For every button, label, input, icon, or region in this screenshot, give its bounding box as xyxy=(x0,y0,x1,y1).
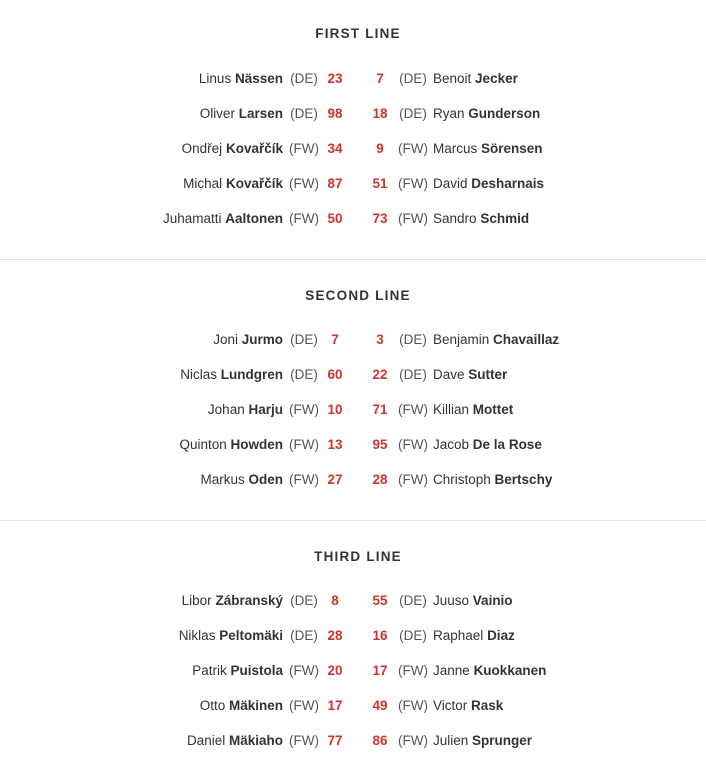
home-player-position: (FW) xyxy=(289,733,319,748)
player-last-name: Larsen xyxy=(238,106,283,121)
away-player-name[interactable] xyxy=(433,427,542,462)
home-player-position: (DE) xyxy=(290,628,318,643)
player-first-name: Benjamin xyxy=(433,332,490,347)
away-player-number: 7 xyxy=(376,71,384,86)
home-player-number: 77 xyxy=(327,733,343,748)
home-player-position: (FW) xyxy=(289,472,319,487)
lineup-row xyxy=(0,462,706,497)
home-player-number: 28 xyxy=(327,628,343,643)
player-first-name: Michal xyxy=(183,176,223,191)
away-player-number: 55 xyxy=(372,593,388,608)
player-first-name: Juhamatti xyxy=(162,211,222,226)
away-player-name[interactable] xyxy=(433,723,532,758)
away-player-position: (DE) xyxy=(399,106,427,121)
player-first-name: Ondřej xyxy=(181,141,223,156)
home-player-name[interactable] xyxy=(200,96,283,131)
home-player-name[interactable] xyxy=(180,357,283,392)
away-player-position: (FW) xyxy=(398,733,428,748)
away-player-position: (DE) xyxy=(399,593,427,608)
lineup-row xyxy=(0,131,706,166)
player-first-name: Jacob xyxy=(433,437,470,452)
away-player-name[interactable] xyxy=(433,392,513,427)
lineup-row xyxy=(0,357,706,392)
home-player-number: 60 xyxy=(327,367,343,382)
home-player-name[interactable] xyxy=(208,392,283,427)
home-player-number: 27 xyxy=(327,472,343,487)
home-player-position: (DE) xyxy=(290,106,318,121)
player-last-name: Gunderson xyxy=(468,106,541,121)
section-title: THIRD LINE xyxy=(314,549,402,564)
player-last-name: Mäkiaho xyxy=(228,733,283,748)
player-last-name: Aaltonen xyxy=(225,211,283,226)
away-player-name[interactable] xyxy=(433,653,546,688)
player-last-name: Oden xyxy=(248,472,283,487)
away-player-position: (FW) xyxy=(398,402,428,417)
player-first-name: Niklas xyxy=(178,628,216,643)
lineup-row xyxy=(0,392,706,427)
away-player-name[interactable] xyxy=(433,96,540,131)
home-player-name[interactable] xyxy=(200,688,283,723)
home-player-number: 8 xyxy=(331,593,339,608)
away-player-number: 73 xyxy=(372,211,388,226)
player-last-name: Jecker xyxy=(475,71,518,86)
player-first-name: Ryan xyxy=(433,106,465,121)
player-last-name: De la Rose xyxy=(472,437,542,452)
away-player-name[interactable] xyxy=(433,688,503,723)
away-player-position: (FW) xyxy=(398,437,428,452)
player-first-name: Christoph xyxy=(433,472,491,487)
player-first-name: Johan xyxy=(207,402,245,417)
lineup-rows xyxy=(0,322,706,497)
home-player-position: (FW) xyxy=(289,437,319,452)
home-player-position: (DE) xyxy=(290,367,318,382)
lineup-row xyxy=(0,688,706,723)
player-last-name: Schmid xyxy=(480,211,530,226)
home-player-position: (DE) xyxy=(290,332,318,347)
player-first-name: Oliver xyxy=(199,106,235,121)
lineup-row xyxy=(0,96,706,131)
player-first-name: Daniel xyxy=(186,733,226,748)
player-first-name: Patrik xyxy=(192,663,227,678)
away-player-position: (DE) xyxy=(399,628,427,643)
player-first-name: David xyxy=(433,176,468,191)
home-player-position: (FW) xyxy=(289,402,319,417)
line-section-third xyxy=(0,521,706,766)
player-first-name: Quinton xyxy=(179,437,227,452)
home-player-name[interactable] xyxy=(163,201,283,236)
player-first-name: Sandro xyxy=(433,211,477,226)
line-section-second xyxy=(0,260,706,520)
player-first-name: Benoit xyxy=(433,71,472,86)
home-player-position: (DE) xyxy=(290,71,318,86)
player-last-name: Vainio xyxy=(472,593,513,608)
home-player-number: 17 xyxy=(327,698,343,713)
away-player-name[interactable] xyxy=(433,583,513,618)
player-last-name: Desharnais xyxy=(471,176,545,191)
away-player-name[interactable] xyxy=(433,201,529,236)
player-first-name: Juuso xyxy=(433,593,470,608)
home-player-position: (FW) xyxy=(289,663,319,678)
player-last-name: Nässen xyxy=(234,71,283,86)
lineup-row xyxy=(0,427,706,462)
away-player-position: (FW) xyxy=(398,698,428,713)
lineup-rows xyxy=(0,61,706,236)
home-player-name[interactable] xyxy=(183,166,283,201)
away-player-position: (DE) xyxy=(399,367,427,382)
home-player-number: 20 xyxy=(327,663,343,678)
player-first-name: Libor xyxy=(181,593,212,608)
player-first-name: Dave xyxy=(433,367,465,382)
player-last-name: Peltomäki xyxy=(219,628,283,643)
home-player-number: 13 xyxy=(327,437,343,452)
home-player-name[interactable] xyxy=(179,427,283,462)
away-player-number: 71 xyxy=(372,402,388,417)
player-last-name: Sörensen xyxy=(481,141,543,156)
away-player-number: 49 xyxy=(372,698,388,713)
home-player-position: (DE) xyxy=(290,593,318,608)
section-title: FIRST LINE xyxy=(315,26,401,41)
player-last-name: Bertschy xyxy=(494,472,553,487)
player-last-name: Sutter xyxy=(468,367,508,382)
player-first-name: Marcus xyxy=(433,141,478,156)
player-first-name: Julien xyxy=(433,733,469,748)
player-last-name: Jurmo xyxy=(241,332,283,347)
home-player-name[interactable] xyxy=(200,462,283,497)
player-last-name: Puistola xyxy=(230,663,283,678)
lineup-rows xyxy=(0,583,706,758)
away-player-number: 18 xyxy=(372,106,388,121)
home-player-name[interactable] xyxy=(199,61,283,96)
home-player-number: 10 xyxy=(327,402,343,417)
home-player-name[interactable] xyxy=(213,322,283,357)
player-first-name: Markus xyxy=(200,472,245,487)
lineup-row xyxy=(0,583,706,618)
away-player-position: (DE) xyxy=(399,332,427,347)
away-player-number: 95 xyxy=(372,437,388,452)
home-player-name[interactable] xyxy=(192,653,283,688)
away-player-number: 16 xyxy=(372,628,388,643)
player-last-name: Rask xyxy=(471,698,504,713)
home-player-number: 98 xyxy=(327,106,343,121)
lineup-row xyxy=(0,201,706,236)
home-player-number: 34 xyxy=(327,141,343,156)
away-player-name[interactable] xyxy=(433,322,559,357)
away-player-number: 9 xyxy=(376,141,384,156)
away-player-number: 51 xyxy=(372,176,388,191)
away-player-name[interactable] xyxy=(433,357,507,392)
home-player-position: (FW) xyxy=(289,176,319,191)
player-last-name: Mottet xyxy=(472,402,514,417)
home-player-position: (FW) xyxy=(289,141,319,156)
home-player-name[interactable] xyxy=(187,723,283,758)
away-player-number: 17 xyxy=(372,663,388,678)
lineup-row xyxy=(0,61,706,96)
player-last-name: Harju xyxy=(248,402,283,417)
player-first-name: Niclas xyxy=(180,367,217,382)
player-first-name: Joni xyxy=(213,332,238,347)
lineup-row xyxy=(0,618,706,653)
home-player-number: 50 xyxy=(327,211,343,226)
player-first-name: Raphael xyxy=(433,628,484,643)
line-section-first xyxy=(0,0,706,259)
lineup-row xyxy=(0,653,706,688)
player-last-name: Kovařčík xyxy=(225,176,283,191)
home-player-position: (FW) xyxy=(289,211,319,226)
away-player-number: 22 xyxy=(372,367,388,382)
player-last-name: Sprunger xyxy=(472,733,533,748)
away-player-position: (FW) xyxy=(398,472,428,487)
player-last-name: Zábranský xyxy=(215,593,283,608)
player-last-name: Mäkinen xyxy=(228,698,283,713)
away-player-name[interactable] xyxy=(433,618,515,653)
player-first-name: Victor xyxy=(433,698,468,713)
away-player-position: (DE) xyxy=(399,71,427,86)
player-last-name: Lundgren xyxy=(220,367,283,382)
home-player-position: (FW) xyxy=(289,698,319,713)
away-player-name[interactable] xyxy=(433,166,544,201)
lineup-row xyxy=(0,322,706,357)
away-player-name[interactable] xyxy=(433,61,518,96)
away-player-number: 86 xyxy=(372,733,388,748)
section-title: SECOND LINE xyxy=(305,288,411,303)
away-player-number: 28 xyxy=(372,472,388,487)
away-player-number: 3 xyxy=(376,332,384,347)
player-first-name: Killian xyxy=(433,402,470,417)
lineup-row xyxy=(0,723,706,758)
player-first-name: Janne xyxy=(433,663,470,678)
home-player-number: 7 xyxy=(331,332,339,347)
home-player-number: 23 xyxy=(327,71,343,86)
player-last-name: Kuokkanen xyxy=(473,663,547,678)
lineup-row xyxy=(0,166,706,201)
player-last-name: Kovařčík xyxy=(225,141,283,156)
home-player-name[interactable] xyxy=(182,131,283,166)
away-player-position: (FW) xyxy=(398,211,428,226)
home-player-name[interactable] xyxy=(182,583,283,618)
away-player-name[interactable] xyxy=(433,462,552,497)
player-first-name: Linus xyxy=(198,71,232,86)
away-player-position: (FW) xyxy=(398,141,428,156)
player-first-name: Otto xyxy=(199,698,226,713)
away-player-position: (FW) xyxy=(398,176,428,191)
player-last-name: Howden xyxy=(230,437,283,452)
home-player-name[interactable] xyxy=(179,618,283,653)
player-last-name: Diaz xyxy=(487,628,515,643)
home-player-number: 87 xyxy=(327,176,343,191)
away-player-name[interactable] xyxy=(433,131,543,166)
away-player-position: (FW) xyxy=(398,663,428,678)
player-last-name: Chavaillaz xyxy=(493,332,560,347)
